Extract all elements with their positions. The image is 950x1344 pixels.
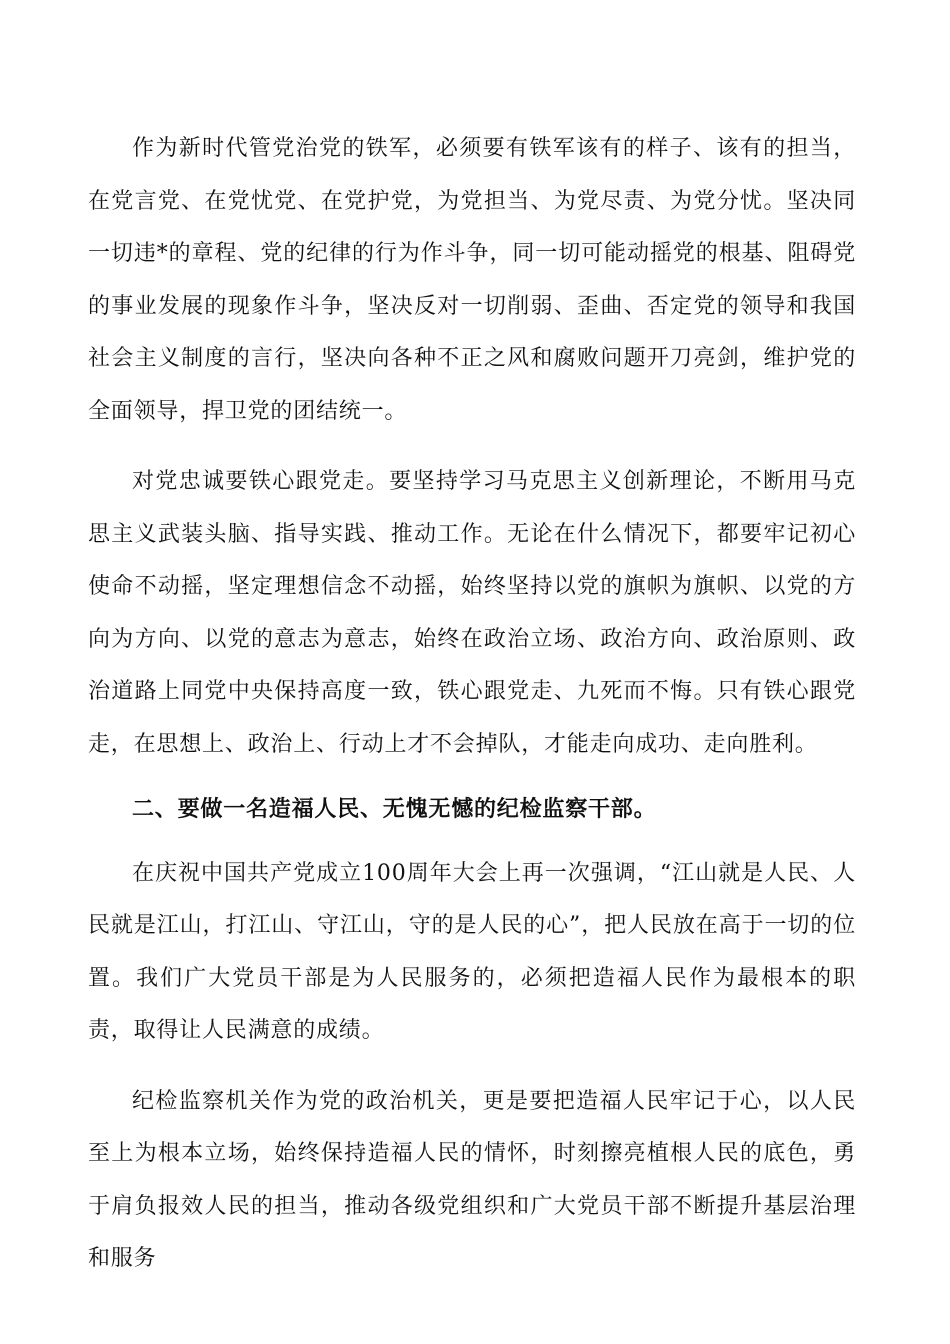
paragraph-discipline-organs: 纪检监察机关作为党的政治机关，更是要把造福人民牢记于心，以人民至上为根本立场，始终保持造福人民的情怀，时刻擦亮植根人民的底色，勇于肩负报效人民的担当，推动各级党组织和广大党员干部不断提升基层治理和服务 (88, 1088, 856, 1271)
paragraph-centenary: 在庆祝中国共产党成立100周年大会上再一次强调，“江山就是人民、人民就是江山，打江山、守江山，守的是人民的心”，把人民放在高于一切的位置。我们广大党员干部是为人民服务的，必须把造福人民作为最根本的职责，取得让人民满意的成绩。 (88, 860, 856, 1043)
paragraph-loyalty: 对党忠诚要铁心跟党走。要坚持学习马克思主义创新理论，不断用马克思主义武装头脑、指导实践、推动工作。无论在什么情况下，都要牢记初心使命不动摇，坚定理想信念不动摇，始终坚持以党的旗帜为旗帜、以党的方向为方向、以党的意志为意志，始终在政治立场、政治方向、政治原则、政治道路上同党中央保持高度一致，铁心跟党走、九死而不悔。只有铁心跟党走，在思想上、政治上、行动上才不会掉队，才能走向成功、走向胜利。 (88, 469, 856, 757)
paragraph-iron-army: 作为新时代管党治党的铁军，必须要有铁军该有的样子、该有的担当，在党言党、在党忧党、在党护党，为党担当、为党尽责、为党分忧。坚决同一切违*的章程、党的纪律的行为作斗争，同一切可能动摇党的根基、阻碍党的事业发展的现象作斗争，坚决反对一切削弱、歪曲、否定党的领导和我国社会主义制度的言行，坚决向各种不正之风和腐败问题开刀亮剑，维护党的全面领导，捍卫党的团结统一。 (88, 136, 856, 424)
section-heading-2: 二、要做一名造福人民、无愧无憾的纪检监察干部。 (132, 796, 657, 822)
document-body (88, 123, 856, 1286)
